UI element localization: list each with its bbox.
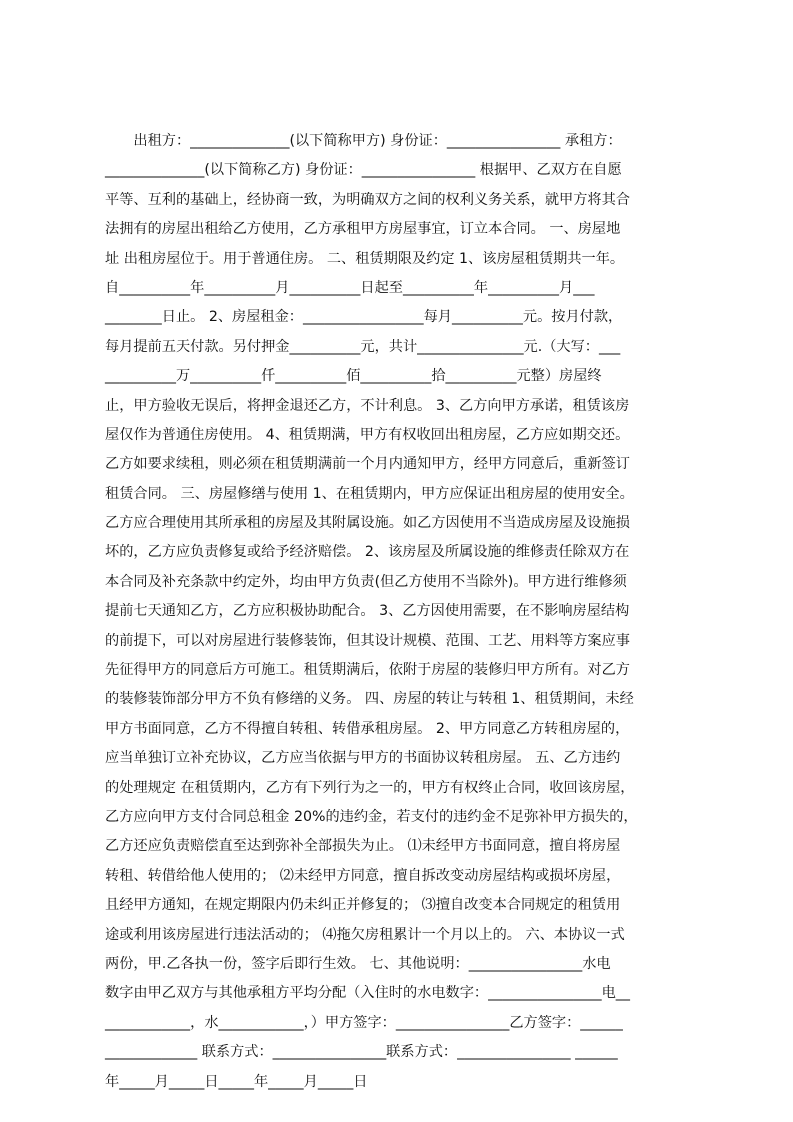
contract-text-line: 本合同及补充条款中约定外，均由甲方负责(但乙方使用不当除外)。甲方进行维修须 bbox=[105, 573, 627, 590]
contract-text-line: 的前提下，可以对房屋进行装修装饰，但其设计规模、范围、工艺、用料等方案应事 bbox=[105, 632, 630, 649]
contract-text-line: 每月提前五天付款。另付押金__________元，共计_______________元.（大写：___ bbox=[105, 338, 621, 355]
contract-text-line: 甲方书面同意，乙方不得擅自转租、转借承租房屋。 2、甲方同意乙方转租房屋的， bbox=[105, 720, 630, 737]
contract-text-line: 自__________年__________月__________日起至__________年__________月___ bbox=[105, 279, 595, 296]
contract-text-line: 数字由甲乙双方与其他承租方平均分配（入住时的水电数字：________________电__ bbox=[105, 985, 630, 1002]
contract-text-line: ________日止。 2、房屋租金：_________________每月__________元。按月付款， bbox=[105, 309, 623, 326]
contract-text-line: 途或利用该房屋进行违法活动的； ⑷拖欠房租累计一个月以上的。 六、本协议一式 bbox=[105, 926, 625, 943]
contract-text-line: ______________(以下简称乙方) 身份证：________________ 根据甲、乙双方在自愿 bbox=[105, 162, 622, 179]
contract-text-line: 法拥有的房屋出租给乙方使用，乙方承租甲方房屋事宜，订立本合同。 一、房屋地 bbox=[105, 221, 621, 238]
contract-text-line: 乙方还应负责赔偿直至达到弥补全部损失为止。 ⑴未经甲方书面同意，擅自将房屋 bbox=[105, 838, 621, 855]
contract-text-line: __________万__________仟__________佰__________拾__________元整）房屋终 bbox=[105, 368, 602, 385]
contract-text-line: 提前七天通知乙方，乙方应积极协助配合。 3、乙方因使用需要，在不影响房屋结构 bbox=[105, 603, 630, 620]
contract-text-line: 应当单独订立补充协议，乙方应当依据与甲方的书面协议转租房屋。 五、乙方违约 bbox=[105, 750, 621, 767]
contract-text-line: 乙方应向甲方支付合同总租金 20%的违约金，若支付的违约金不足弥补甲方损失的， bbox=[105, 808, 638, 825]
contract-text-line: 坏的，乙方应负责修复或给予经济赔偿。 2、该房屋及所属设施的维修责任除双方在 bbox=[105, 544, 630, 561]
contract-text-line: ____________，水____________，）甲方签字：________________乙方签字：______ bbox=[105, 1014, 623, 1031]
contract-text-line: 出租方：______________(以下简称甲方) 身份证：________________ 承租方： bbox=[105, 133, 622, 149]
contract-text-line: 先征得甲方的同意后方可施工。租赁期满后，依附于房屋的装修归甲方所有。对乙方 bbox=[105, 662, 630, 679]
contract-text-line: 乙方应合理使用其所承租的房屋及其附属设施。如乙方因使用不当造成房屋及设施损 bbox=[105, 515, 630, 532]
contract-text-line: 转租、转借给他人使用的； ⑵未经甲方同意，擅自拆改变动房屋结构或损坏房屋， bbox=[105, 867, 621, 884]
contract-text-line: 的处理规定 在租赁期内，乙方有下列行为之一的，甲方有权终止合同，收回该房屋， bbox=[105, 779, 635, 796]
contract-text-line: 平等、互利的基础上，经协商一致，为明确双方之间的权利义务关系，就甲方将其合 bbox=[105, 191, 630, 208]
contract-text-line: 年_____月_____日_____年_____月_____日 bbox=[105, 1073, 368, 1090]
contract-text-line: 止，甲方验收无误后，将押金退还乙方，不计利息。 3、乙方向甲方承诺，租赁该房 bbox=[105, 397, 630, 414]
contract-text-line: 且经甲方通知，在规定期限内仍未纠正并修复的； ⑶擅自改变本合同规定的租赁用 bbox=[105, 897, 621, 914]
contract-document bbox=[105, 127, 697, 1090]
contract-text-line: _____________ 联系方式：________________联系方式：________________ ______ bbox=[105, 1044, 618, 1061]
contract-text-line: 址 出租房屋位于。用于普通住房。 二、租赁期限及约定 1、该房屋租赁期共一年。 bbox=[105, 250, 625, 267]
contract-text-line: 屋仅作为普通住房使用。 4、租赁期满，甲方有权收回出租房屋，乙方应如期交还。 bbox=[105, 426, 630, 443]
contract-text-line: 租赁合同。 三、房屋修缮与使用 1、在租赁期内，甲方应保证出租房屋的使用安全。 bbox=[105, 485, 634, 502]
contract-text-line: 的装修装饰部分甲方不负有修缮的义务。 四、房屋的转让与转租 1、租赁期间，未经 bbox=[105, 691, 634, 708]
contract-text-line: 两份，甲.乙各执一份，签字后即行生效。 七、其他说明：________________水电 bbox=[105, 955, 611, 972]
contract-text-line: 乙方如要求续租，则必须在租赁期满前一个月内通知甲方，经甲方同意后，重新签订 bbox=[105, 456, 630, 473]
